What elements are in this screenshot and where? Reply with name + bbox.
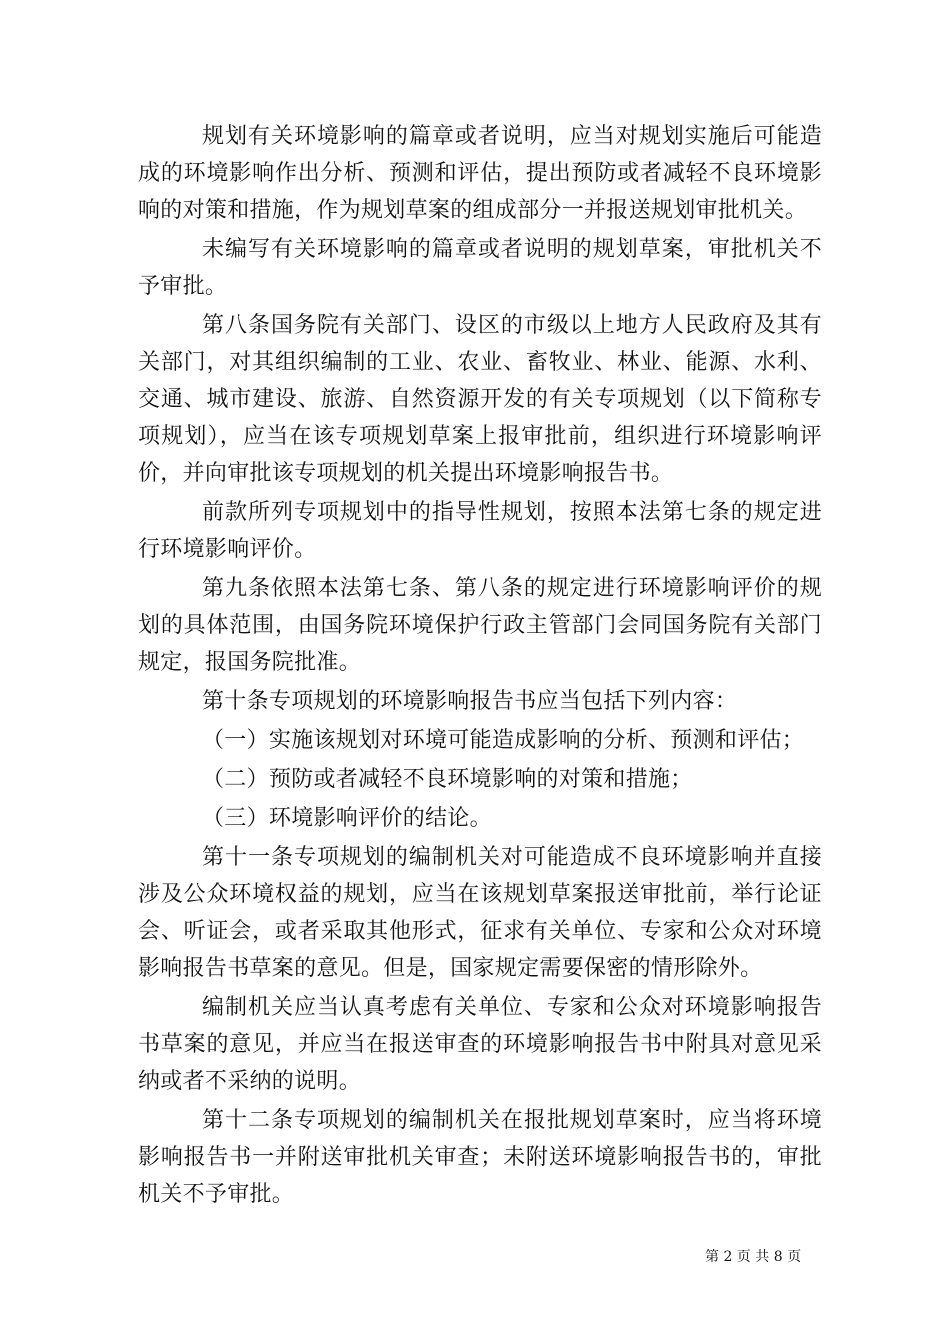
paragraph: 前款所列专项规划中的指导性规划，按照本法第七条的规定进行环境影响评价。 [138,500,822,562]
article-11-paragraph: 第十一条专项规划的编制机关对可能造成不良环境影响并直接涉及公众环境权益的规划，应当在该规划草案报送审批前，举行论证会、听证会，或者采取其他形式，征求有关单位、专家和公众对环境影响报告书草案的意见。但是，国家规定需要保密的情形除外。 [138,845,822,981]
article-10-paragraph: 第十条专项规划的环境影响报告书应当包括下列内容： [202,689,738,714]
list-item: （一）实施该规划对环境可能造成影响的分析、预测和评估； [202,728,805,753]
paragraph: 未编写有关环境影响的篇章或者说明的规划草案，审批机关不予审批。 [138,237,822,299]
paragraph: 规划有关环境影响的篇章或者说明，应当对规划实施后可能造成的环境影响作出分析、预测和评估，提出预防或者减轻不良环境影响的对策和措施，作为规划草案的组成部分一并报送规划审批机关。 [138,124,822,223]
article-9-paragraph: 第九条依照本法第七条、第八条的规定进行环境影响评价的规划的具体范围，由国务院环境保护行政主管部门会同国务院有关部门规定，报国务院批准。 [138,576,822,675]
article-8-paragraph: 第八条国务院有关部门、设区的市级以上地方人民政府及其有关部门，对其组织编制的工业、农业、畜牧业、林业、能源、水利、交通、城市建设、旅游、自然资源开发的有关专项规划（以下简称专项规划），应当在该专项规划草案上报审批前，组织进行环境影响评价，并向审批该专项规划的机关提出环境影响报告书。 [138,313,822,486]
article-12-paragraph: 第十二条专项规划的编制机关在报批规划草案时，应当将环境影响报告书一并附送审批机关审查；未附送环境影响报告书的，审批机关不予审批。 [138,1108,822,1207]
document-body [138,118,822,1215]
paragraph: 编制机关应当认真考虑有关单位、专家和公众对环境影响报告书草案的意见，并应当在报送审查的环境影响报告书中附具对意见采纳或者不采纳的说明。 [138,995,822,1094]
list-item: （二）预防或者减轻不良环境影响的对策和措施； [202,767,693,792]
page-number-footer: 第 2 页 共 8 页 [705,1249,802,1265]
list-item: （三）环境影响评价的结论。 [202,806,492,831]
